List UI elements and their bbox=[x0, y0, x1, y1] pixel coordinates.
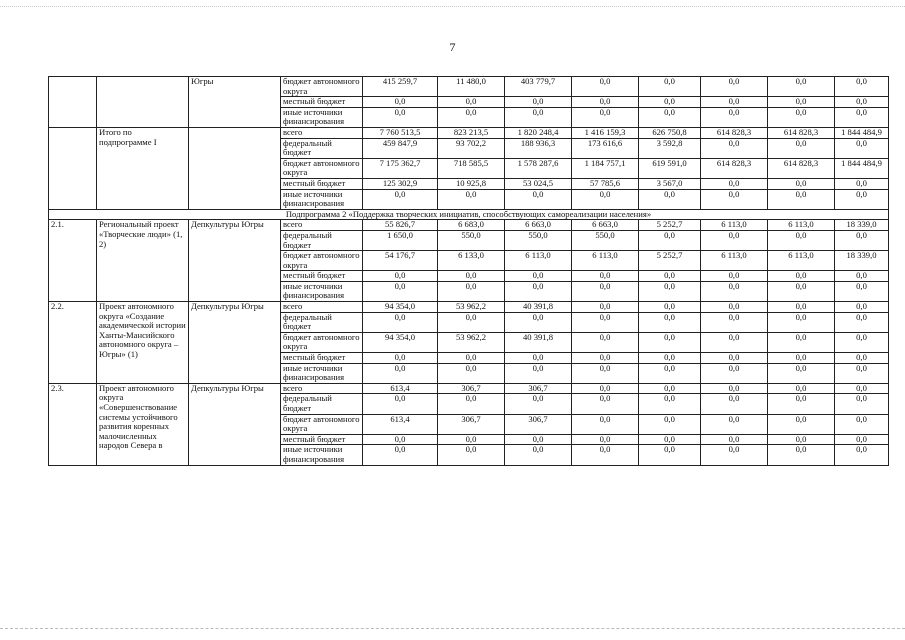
amount-cell: 0,0 bbox=[639, 353, 701, 364]
amount-cell: 0,0 bbox=[768, 353, 835, 364]
amount-cell: 0,0 bbox=[768, 363, 835, 383]
amount-cell: 0,0 bbox=[505, 271, 572, 282]
amount-cell: 0,0 bbox=[505, 97, 572, 108]
amount-cell: 6 663,0 bbox=[505, 220, 572, 231]
amount-cell: 0,0 bbox=[835, 394, 889, 414]
amount-cell: 1 578 287,6 bbox=[505, 158, 572, 178]
amount-cell: 0,0 bbox=[768, 77, 835, 97]
amount-cell: 0,0 bbox=[701, 178, 768, 189]
subprogram-heading-row bbox=[49, 209, 889, 220]
funding-source-cell: бюджет автономного округа bbox=[281, 158, 363, 178]
amount-cell: 18 339,0 bbox=[835, 220, 889, 231]
amount-cell: 0,0 bbox=[835, 189, 889, 209]
amount-cell: 0,0 bbox=[701, 353, 768, 364]
amount-cell: 0,0 bbox=[363, 107, 438, 127]
funding-source-cell: федеральный бюджет bbox=[281, 138, 363, 158]
amount-cell: 0,0 bbox=[835, 414, 889, 434]
amount-cell: 0,0 bbox=[835, 363, 889, 383]
amount-cell: 1 844 484,9 bbox=[835, 158, 889, 178]
amount-cell: 0,0 bbox=[768, 230, 835, 250]
funding-source-cell: всего bbox=[281, 302, 363, 313]
amount-cell: 0,0 bbox=[701, 138, 768, 158]
table-row bbox=[49, 383, 889, 394]
amount-cell: 6 683,0 bbox=[438, 220, 505, 231]
amount-cell: 0,0 bbox=[363, 97, 438, 108]
amount-cell: 306,7 bbox=[505, 383, 572, 394]
amount-cell: 188 936,3 bbox=[505, 138, 572, 158]
funding-source-cell: иные источники финансирования bbox=[281, 107, 363, 127]
amount-cell: 0,0 bbox=[701, 414, 768, 434]
subprogram-heading: Подпрограмма 2 «Поддержка творческих инициатив, способствующих самореализации населения» bbox=[49, 209, 889, 220]
item-number-cell: 2.1. bbox=[49, 220, 97, 302]
amount-cell: 0,0 bbox=[835, 230, 889, 250]
amount-cell: 0,0 bbox=[639, 189, 701, 209]
amount-cell: 0,0 bbox=[835, 107, 889, 127]
amount-cell: 0,0 bbox=[572, 394, 639, 414]
funding-source-cell: бюджет автономного округа bbox=[281, 251, 363, 271]
amount-cell: 54 176,7 bbox=[363, 251, 438, 271]
amount-cell: 718 585,5 bbox=[438, 158, 505, 178]
amount-cell: 0,0 bbox=[639, 394, 701, 414]
amount-cell: 0,0 bbox=[505, 434, 572, 445]
amount-cell: 0,0 bbox=[572, 302, 639, 313]
amount-cell: 823 213,5 bbox=[438, 127, 505, 138]
funding-source-cell: иные источники финансирования bbox=[281, 281, 363, 301]
amount-cell: 0,0 bbox=[701, 189, 768, 209]
amount-cell: 18 339,0 bbox=[835, 251, 889, 271]
amount-cell: 0,0 bbox=[572, 107, 639, 127]
amount-cell: 0,0 bbox=[363, 394, 438, 414]
amount-cell: 0,0 bbox=[639, 271, 701, 282]
amount-cell: 6 663,0 bbox=[572, 220, 639, 231]
amount-cell: 0,0 bbox=[572, 353, 639, 364]
amount-cell: 0,0 bbox=[639, 302, 701, 313]
amount-cell: 0,0 bbox=[572, 332, 639, 352]
amount-cell: 0,0 bbox=[438, 434, 505, 445]
funding-source-cell: местный бюджет bbox=[281, 434, 363, 445]
amount-cell: 626 750,8 bbox=[639, 127, 701, 138]
amount-cell: 0,0 bbox=[639, 230, 701, 250]
amount-cell: 0,0 bbox=[438, 312, 505, 332]
amount-cell: 0,0 bbox=[639, 97, 701, 108]
funding-source-cell: иные источники финансирования bbox=[281, 189, 363, 209]
amount-cell: 0,0 bbox=[363, 271, 438, 282]
amount-cell: 0,0 bbox=[835, 271, 889, 282]
amount-cell: 0,0 bbox=[572, 363, 639, 383]
amount-cell: 0,0 bbox=[768, 281, 835, 301]
amount-cell: 0,0 bbox=[363, 189, 438, 209]
amount-cell: 0,0 bbox=[768, 332, 835, 352]
amount-cell: 0,0 bbox=[438, 353, 505, 364]
amount-cell: 0,0 bbox=[438, 445, 505, 465]
amount-cell: 0,0 bbox=[835, 302, 889, 313]
amount-cell: 1 844 484,9 bbox=[835, 127, 889, 138]
amount-cell: 0,0 bbox=[701, 363, 768, 383]
amount-cell: 0,0 bbox=[835, 353, 889, 364]
amount-cell: 0,0 bbox=[572, 97, 639, 108]
amount-cell: 0,0 bbox=[363, 434, 438, 445]
amount-cell: 0,0 bbox=[768, 445, 835, 465]
amount-cell: 1 650,0 bbox=[363, 230, 438, 250]
amount-cell: 0,0 bbox=[835, 434, 889, 445]
item-number-cell bbox=[49, 127, 97, 209]
table-row bbox=[49, 77, 889, 97]
amount-cell: 53 024,5 bbox=[505, 178, 572, 189]
amount-cell: 0,0 bbox=[363, 312, 438, 332]
amount-cell: 6 113,0 bbox=[701, 220, 768, 231]
amount-cell: 0,0 bbox=[639, 281, 701, 301]
amount-cell: 0,0 bbox=[835, 138, 889, 158]
amount-cell: 93 702,2 bbox=[438, 138, 505, 158]
amount-cell: 6 113,0 bbox=[701, 251, 768, 271]
amount-cell: 0,0 bbox=[701, 271, 768, 282]
table-row bbox=[49, 220, 889, 231]
executor-cell: Депкультуры Югры bbox=[189, 302, 281, 384]
item-name-cell: Проект автономного округа «Создание академической истории Ханты-Мансийского автономного округа – Югры» (1) bbox=[97, 302, 189, 384]
amount-cell: 94 354,0 bbox=[363, 302, 438, 313]
amount-cell: 7 760 513,5 bbox=[363, 127, 438, 138]
amount-cell: 3 567,0 bbox=[639, 178, 701, 189]
budget-table bbox=[48, 76, 889, 466]
scan-edge-bottom bbox=[0, 628, 905, 630]
amount-cell: 94 354,0 bbox=[363, 332, 438, 352]
executor-cell: Депкультуры Югры bbox=[189, 220, 281, 302]
amount-cell: 0,0 bbox=[505, 107, 572, 127]
amount-cell: 6 113,0 bbox=[768, 220, 835, 231]
amount-cell: 0,0 bbox=[572, 281, 639, 301]
amount-cell: 6 113,0 bbox=[768, 251, 835, 271]
amount-cell: 0,0 bbox=[768, 434, 835, 445]
amount-cell: 0,0 bbox=[701, 302, 768, 313]
amount-cell: 0,0 bbox=[835, 445, 889, 465]
amount-cell: 614 828,3 bbox=[701, 127, 768, 138]
amount-cell: 0,0 bbox=[505, 394, 572, 414]
amount-cell: 173 616,6 bbox=[572, 138, 639, 158]
amount-cell: 0,0 bbox=[572, 189, 639, 209]
item-name-cell: Итого по подпрограмме I bbox=[97, 127, 189, 209]
amount-cell: 0,0 bbox=[639, 363, 701, 383]
amount-cell: 306,7 bbox=[438, 383, 505, 394]
page-number: 7 bbox=[449, 40, 456, 54]
amount-cell: 0,0 bbox=[768, 383, 835, 394]
amount-cell: 6 113,0 bbox=[505, 251, 572, 271]
amount-cell: 0,0 bbox=[768, 189, 835, 209]
amount-cell: 0,0 bbox=[701, 332, 768, 352]
funding-source-cell: бюджет автономного округа bbox=[281, 414, 363, 434]
amount-cell: 306,7 bbox=[505, 414, 572, 434]
executor-cell: Депкультуры Югры bbox=[189, 383, 281, 465]
amount-cell: 459 847,9 bbox=[363, 138, 438, 158]
amount-cell: 1 820 248,4 bbox=[505, 127, 572, 138]
amount-cell: 0,0 bbox=[835, 97, 889, 108]
amount-cell: 0,0 bbox=[438, 281, 505, 301]
amount-cell: 0,0 bbox=[505, 189, 572, 209]
amount-cell: 0,0 bbox=[438, 394, 505, 414]
funding-source-cell: федеральный бюджет bbox=[281, 394, 363, 414]
amount-cell: 6 133,0 bbox=[438, 251, 505, 271]
amount-cell: 0,0 bbox=[505, 281, 572, 301]
funding-source-cell: федеральный бюджет bbox=[281, 230, 363, 250]
amount-cell: 403 779,7 bbox=[505, 77, 572, 97]
executor-cell bbox=[189, 127, 281, 209]
amount-cell: 0,0 bbox=[572, 414, 639, 434]
amount-cell: 0,0 bbox=[639, 312, 701, 332]
amount-cell: 0,0 bbox=[572, 312, 639, 332]
amount-cell: 0,0 bbox=[701, 97, 768, 108]
amount-cell: 0,0 bbox=[639, 414, 701, 434]
amount-cell: 0,0 bbox=[438, 97, 505, 108]
amount-cell: 550,0 bbox=[572, 230, 639, 250]
amount-cell: 619 591,0 bbox=[639, 158, 701, 178]
amount-cell: 0,0 bbox=[363, 281, 438, 301]
amount-cell: 0,0 bbox=[438, 271, 505, 282]
amount-cell: 0,0 bbox=[572, 383, 639, 394]
amount-cell: 0,0 bbox=[363, 445, 438, 465]
amount-cell: 125 302,9 bbox=[363, 178, 438, 189]
amount-cell: 0,0 bbox=[768, 414, 835, 434]
amount-cell: 0,0 bbox=[701, 312, 768, 332]
amount-cell: 0,0 bbox=[768, 107, 835, 127]
item-number-cell: 2.3. bbox=[49, 383, 97, 465]
amount-cell: 0,0 bbox=[572, 271, 639, 282]
amount-cell: 0,0 bbox=[835, 281, 889, 301]
amount-cell: 0,0 bbox=[639, 383, 701, 394]
amount-cell: 0,0 bbox=[438, 107, 505, 127]
amount-cell: 0,0 bbox=[768, 271, 835, 282]
amount-cell: 415 259,7 bbox=[363, 77, 438, 97]
amount-cell: 1 184 757,1 bbox=[572, 158, 639, 178]
amount-cell: 0,0 bbox=[639, 77, 701, 97]
amount-cell: 0,0 bbox=[701, 383, 768, 394]
amount-cell: 0,0 bbox=[701, 445, 768, 465]
amount-cell: 0,0 bbox=[835, 383, 889, 394]
amount-cell: 550,0 bbox=[438, 230, 505, 250]
item-name-cell: Проект автономного округа «Совершенствование системы устойчивого развития коренных малочисленных народов Севера в bbox=[97, 383, 189, 465]
amount-cell: 0,0 bbox=[701, 434, 768, 445]
amount-cell: 614 828,3 bbox=[768, 127, 835, 138]
amount-cell: 0,0 bbox=[701, 107, 768, 127]
amount-cell: 1 416 159,3 bbox=[572, 127, 639, 138]
amount-cell: 0,0 bbox=[768, 302, 835, 313]
amount-cell: 550,0 bbox=[505, 230, 572, 250]
funding-source-cell: всего bbox=[281, 127, 363, 138]
amount-cell: 0,0 bbox=[835, 312, 889, 332]
funding-source-cell: всего bbox=[281, 220, 363, 231]
amount-cell: 0,0 bbox=[768, 312, 835, 332]
amount-cell: 614 828,3 bbox=[701, 158, 768, 178]
item-name-cell: Региональный проект «Творческие люди» (1, 2) bbox=[97, 220, 189, 302]
amount-cell: 613,4 bbox=[363, 383, 438, 394]
amount-cell: 53 962,2 bbox=[438, 302, 505, 313]
amount-cell: 0,0 bbox=[835, 332, 889, 352]
amount-cell: 0,0 bbox=[835, 178, 889, 189]
amount-cell: 0,0 bbox=[768, 178, 835, 189]
amount-cell: 0,0 bbox=[701, 394, 768, 414]
amount-cell: 6 113,0 bbox=[572, 251, 639, 271]
amount-cell: 0,0 bbox=[438, 189, 505, 209]
amount-cell: 5 252,7 bbox=[639, 251, 701, 271]
amount-cell: 55 826,7 bbox=[363, 220, 438, 231]
amount-cell: 10 925,8 bbox=[438, 178, 505, 189]
amount-cell: 0,0 bbox=[701, 230, 768, 250]
amount-cell: 306,7 bbox=[438, 414, 505, 434]
amount-cell: 0,0 bbox=[639, 445, 701, 465]
amount-cell: 0,0 bbox=[505, 445, 572, 465]
funding-source-cell: местный бюджет bbox=[281, 353, 363, 364]
funding-source-cell: местный бюджет bbox=[281, 178, 363, 189]
funding-source-cell: бюджет автономного округа bbox=[281, 77, 363, 97]
amount-cell: 0,0 bbox=[835, 77, 889, 97]
amount-cell: 613,4 bbox=[363, 414, 438, 434]
amount-cell: 0,0 bbox=[572, 445, 639, 465]
funding-source-cell: местный бюджет bbox=[281, 271, 363, 282]
amount-cell: 57 785,6 bbox=[572, 178, 639, 189]
funding-source-cell: иные источники финансирования bbox=[281, 445, 363, 465]
amount-cell: 0,0 bbox=[438, 363, 505, 383]
amount-cell: 0,0 bbox=[768, 97, 835, 108]
scan-edge-top bbox=[0, 6, 905, 8]
amount-cell: 7 175 362,7 bbox=[363, 158, 438, 178]
amount-cell: 5 252,7 bbox=[639, 220, 701, 231]
item-name-cell bbox=[97, 77, 189, 128]
amount-cell: 0,0 bbox=[572, 434, 639, 445]
amount-cell: 40 391,8 bbox=[505, 302, 572, 313]
amount-cell: 0,0 bbox=[768, 138, 835, 158]
funding-source-cell: федеральный бюджет bbox=[281, 312, 363, 332]
amount-cell: 40 391,8 bbox=[505, 332, 572, 352]
amount-cell: 0,0 bbox=[505, 363, 572, 383]
item-number-cell bbox=[49, 77, 97, 128]
amount-cell: 0,0 bbox=[639, 107, 701, 127]
amount-cell: 0,0 bbox=[701, 281, 768, 301]
amount-cell: 0,0 bbox=[505, 353, 572, 364]
table-row bbox=[49, 302, 889, 313]
amount-cell: 53 962,2 bbox=[438, 332, 505, 352]
funding-source-cell: местный бюджет bbox=[281, 97, 363, 108]
amount-cell: 0,0 bbox=[363, 353, 438, 364]
amount-cell: 614 828,3 bbox=[768, 158, 835, 178]
item-number-cell: 2.2. bbox=[49, 302, 97, 384]
amount-cell: 0,0 bbox=[639, 434, 701, 445]
amount-cell: 0,0 bbox=[363, 363, 438, 383]
amount-cell: 0,0 bbox=[505, 312, 572, 332]
funding-source-cell: иные источники финансирования bbox=[281, 363, 363, 383]
amount-cell: 11 480,0 bbox=[438, 77, 505, 97]
amount-cell: 0,0 bbox=[572, 77, 639, 97]
executor-cell: Югры bbox=[189, 77, 281, 128]
funding-source-cell: бюджет автономного округа bbox=[281, 332, 363, 352]
amount-cell: 0,0 bbox=[701, 77, 768, 97]
table-row bbox=[49, 127, 889, 138]
amount-cell: 0,0 bbox=[639, 332, 701, 352]
amount-cell: 3 592,8 bbox=[639, 138, 701, 158]
funding-source-cell: всего bbox=[281, 383, 363, 394]
amount-cell: 0,0 bbox=[768, 394, 835, 414]
